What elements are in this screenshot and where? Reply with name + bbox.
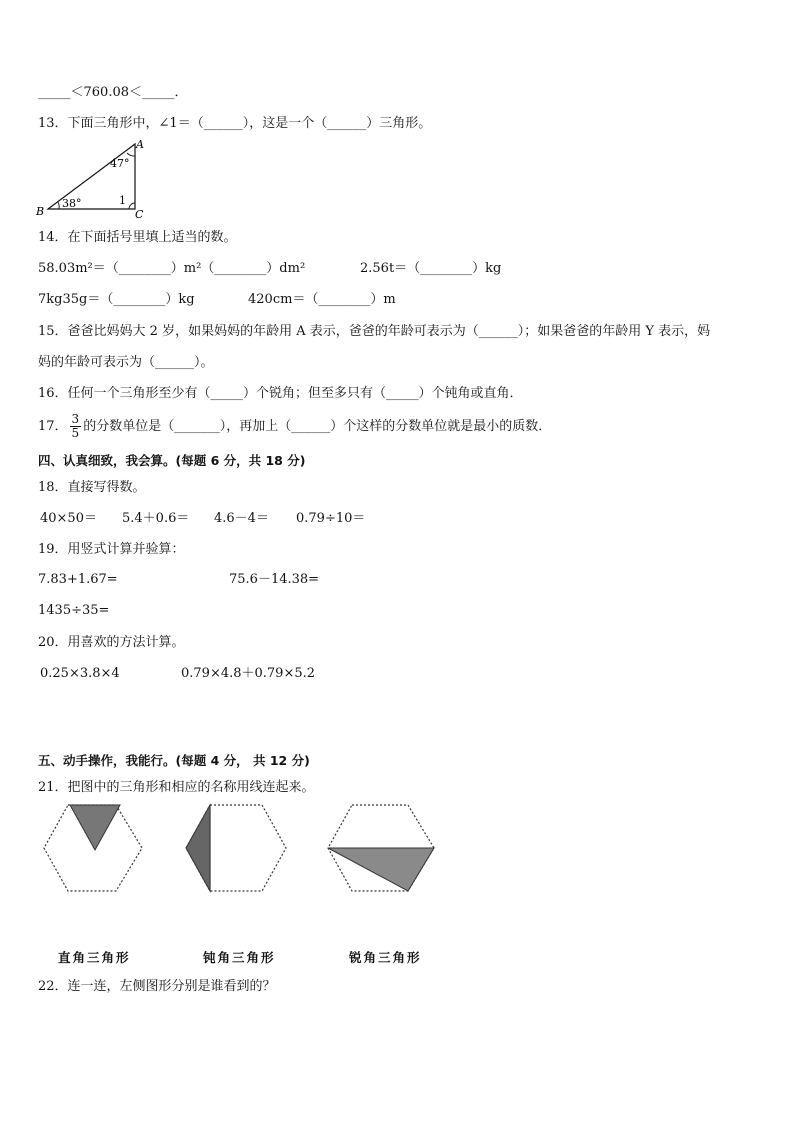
q21-hexagon-figures (36, 800, 446, 900)
q20-title: 20．用喜欢的方法计算。 (38, 635, 185, 650)
q14-title: 14．在下面括号里填上适当的数。 (38, 230, 237, 245)
q17-rest: 的分数单位是（_______），再加上（______）个这样的分数单位就是最小的质数． (83, 419, 552, 434)
shaded-triangle-1 (70, 805, 120, 850)
q18-item-4: 0.79÷10＝ (296, 511, 366, 526)
q21-title: 21．把图中的三角形和相应的名称用线连起来。 (38, 780, 315, 795)
angle-1-label: 1 (119, 194, 126, 207)
q16-text: 16．任何一个三角形至少有（_____）个锐角；但至多只有（_____）个钝角或直角． (38, 386, 523, 401)
angle-a-arc (127, 153, 135, 156)
q22-text: 22．连一连，左侧图形分别是谁看到的？ (38, 979, 276, 994)
q17-line (38, 409, 551, 445)
q13-text: 13．下面三角形中，∠1＝（______），这是一个（______）三角形。 (38, 116, 432, 131)
label-obtuse-triangle: 钝角三角形 (203, 950, 276, 965)
q15-line2: 妈的年龄可表示为（______）。 (38, 355, 214, 370)
hexagon-3 (328, 805, 434, 891)
q17-prefix: 17． (38, 419, 68, 434)
q19-title: 19．用竖式计算并验算： (38, 542, 185, 557)
angle-b-arc (58, 202, 59, 209)
shaded-triangle-2 (186, 805, 210, 891)
hexagon-2 (186, 805, 286, 891)
section-4-heading: 四、认真细致，我会算。(每题 6 分，共 18 分) (38, 453, 306, 468)
q15-line1: 15．爸爸比妈妈大 2 岁，如果妈妈的年龄用 A 表示，爸爸的年龄可表示为（______）；如果爸爸的年龄用 Y 表示，妈 (38, 324, 711, 339)
q18-item-3: 4.6－4＝ (214, 511, 269, 526)
label-c: C (135, 208, 144, 220)
fraction-three-fifths (70, 413, 82, 440)
fraction-numerator: 3 (71, 412, 80, 426)
label-a: A (136, 138, 144, 151)
q14-row1-b: 2.56t＝（________）kg (360, 261, 502, 276)
label-acute-triangle: 锐角三角形 (349, 950, 422, 965)
q18-title: 18．直接写得数。 (38, 480, 146, 495)
q14-row2-a: 7kg35g＝（________）kg (38, 292, 195, 307)
angle-a-value: 47° (110, 157, 130, 170)
label-b: B (36, 205, 45, 218)
q19-item-1: 7.83+1.67= (38, 572, 118, 587)
q19-item-2: 75.6－14.38= (229, 572, 320, 587)
q19-item-3: 1435÷35= (38, 603, 110, 618)
q18-item-2: 5.4＋0.6＝ (122, 511, 190, 526)
q20-item-1: 0.25×3.8×4 (40, 666, 120, 681)
section-5-heading: 五、动手操作，我能行。(每题 4 分， 共 12 分) (38, 753, 310, 768)
q18-item-1: 40×50＝ (40, 511, 97, 526)
q14-row2-b: 420cm＝（________）m (248, 292, 396, 307)
shaded-triangle-3 (328, 848, 434, 891)
label-right-triangle: 直角三角形 (58, 950, 131, 965)
q12-tail: _____＜760.08＜_____． (38, 85, 188, 100)
fraction-denominator: 5 (71, 426, 80, 440)
angle-b-value: 38° (62, 197, 82, 210)
hexagon-1 (44, 805, 142, 891)
q14-row1-a: 58.03m²＝（________）m²（________）dm² (38, 261, 306, 276)
q13-triangle-figure (34, 136, 150, 220)
q20-item-2: 0.79×4.8＋0.79×5.2 (181, 666, 316, 681)
